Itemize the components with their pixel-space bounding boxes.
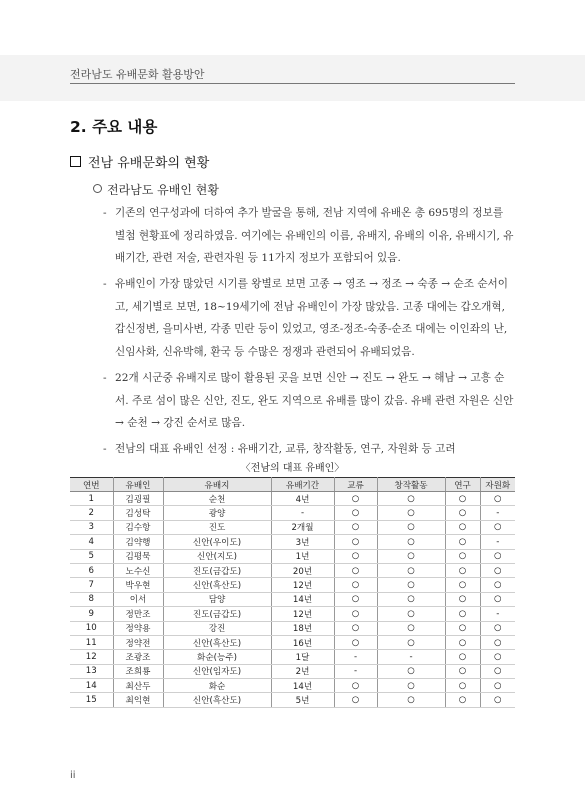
table-cell: ○ — [334, 535, 377, 549]
table-cell: 신안(임자도) — [163, 664, 271, 678]
column-header: 유배인 — [113, 478, 163, 492]
table-row — [70, 506, 515, 520]
table-cell: ○ — [334, 693, 377, 707]
column-header: 자원화 — [480, 478, 515, 492]
table-cell: - — [480, 535, 515, 549]
table-cell: 신안(지도) — [163, 549, 271, 563]
table-cell: 15 — [70, 693, 113, 707]
table-row — [70, 592, 515, 606]
table-cell: 신안(흑산도) — [163, 635, 271, 649]
bullet-item — [103, 367, 515, 435]
running-header: 전라남도 유배문화 활용방안 — [70, 68, 205, 81]
bullet-text: 22개 시군중 유배지로 많이 활용된 곳을 보면 신안 → 진도 → 완도 → 해남 → 고흥 순서. 주로 섬이 많은 신안, 진도, 완도 지역으로 유배를 많이 갔음. 유배 관련 자원은 신안 → 순천 → 강진 순서로 많음. — [115, 372, 514, 430]
table-row — [70, 563, 515, 577]
table-cell: 9 — [70, 607, 113, 621]
table-cell: ○ — [445, 592, 480, 606]
table-cell: ○ — [334, 592, 377, 606]
table-cell: 6 — [70, 563, 113, 577]
table-cell: ○ — [445, 679, 480, 693]
table-cell: ○ — [480, 650, 515, 664]
table-cell: 정약전 — [113, 635, 163, 649]
table-cell: ○ — [480, 664, 515, 678]
section-title: 2. 주요 내용 — [70, 118, 158, 136]
table-cell: 10 — [70, 621, 113, 635]
table-cell: 진도 — [163, 520, 271, 534]
table-cell: ○ — [377, 563, 445, 577]
table-cell: - — [377, 650, 445, 664]
table-cell: ○ — [480, 492, 515, 506]
bullet-item — [103, 438, 515, 461]
bullet-text: 기존의 연구성과에 더하여 추가 발굴을 통해, 전남 지역에 유배온 총 695명의 정보를 별첨 현황표에 정리하였음. 여기에는 유배인의 이름, 유배지, 유배의 이유, 유배시기, 유배기간, 관련 저술, 관련자원 등 11가지 정보가 포함되어 있음. — [115, 207, 514, 265]
table-cell: 이서 — [113, 592, 163, 606]
table-cell: ○ — [377, 607, 445, 621]
column-header: 유배기간 — [271, 478, 334, 492]
table-cell: ○ — [334, 563, 377, 577]
table-cell: 4 — [70, 535, 113, 549]
table-cell: ○ — [480, 635, 515, 649]
table-cell: ○ — [377, 578, 445, 592]
dash-bullet-icon: - — [103, 372, 107, 385]
table-row — [70, 492, 515, 506]
table-cell: 정약용 — [113, 621, 163, 635]
table-cell: ○ — [445, 535, 480, 549]
circle-bullet-icon — [93, 184, 102, 193]
table-cell: 20년 — [271, 563, 334, 577]
table-cell: 순천 — [163, 492, 271, 506]
table-row — [70, 535, 515, 549]
table-cell: 2 — [70, 506, 113, 520]
page-number: ii — [70, 770, 76, 781]
table-row — [70, 578, 515, 592]
table-cell: 강진 — [163, 621, 271, 635]
table-row — [70, 635, 515, 649]
exiles-table — [70, 477, 515, 708]
table-body — [70, 492, 515, 708]
bullet-text: 전남의 대표 유배인 선정 : 유배기간, 교류, 창작활동, 연구, 자원화 등 고려 — [115, 443, 456, 456]
table-cell: ○ — [480, 520, 515, 534]
table-cell: 김성탁 — [113, 506, 163, 520]
bullet-item — [103, 273, 515, 363]
table-cell: ○ — [377, 535, 445, 549]
table-cell: ○ — [445, 664, 480, 678]
table-cell: 14 — [70, 679, 113, 693]
table-cell: ○ — [445, 506, 480, 520]
table-cell: 2개월 — [271, 520, 334, 534]
table-cell: 진도(금갑도) — [163, 563, 271, 577]
table-cell: ○ — [334, 621, 377, 635]
square-bullet-icon — [70, 156, 81, 167]
table-cell: ○ — [377, 635, 445, 649]
table-cell: ○ — [334, 520, 377, 534]
table-cell: ○ — [480, 621, 515, 635]
table-cell: 최익현 — [113, 693, 163, 707]
table-cell: ○ — [480, 679, 515, 693]
table-cell: 김수항 — [113, 520, 163, 534]
table-cell: 노수신 — [113, 563, 163, 577]
table-cell: ○ — [445, 650, 480, 664]
table-cell: ○ — [377, 664, 445, 678]
column-header: 연구 — [445, 478, 480, 492]
table-cell: ○ — [377, 693, 445, 707]
table-cell: 조희룡 — [113, 664, 163, 678]
table-cell: - — [480, 607, 515, 621]
table-row — [70, 693, 515, 707]
table-caption: 〈전남의 대표 유배인〉 — [240, 463, 345, 474]
dash-bullet-icon: - — [103, 443, 107, 456]
table-cell: ○ — [445, 607, 480, 621]
table-row — [70, 650, 515, 664]
table-cell: ○ — [480, 549, 515, 563]
table-cell: 16년 — [271, 635, 334, 649]
table-cell: ○ — [445, 621, 480, 635]
table-cell: 8 — [70, 592, 113, 606]
column-header: 연번 — [70, 478, 113, 492]
table-cell: 5년 — [271, 693, 334, 707]
table-cell: ○ — [334, 506, 377, 520]
table-row — [70, 679, 515, 693]
table-cell: ○ — [377, 621, 445, 635]
table-cell: 7 — [70, 578, 113, 592]
table-cell: ○ — [334, 679, 377, 693]
table-cell: 12년 — [271, 578, 334, 592]
table-cell: ○ — [445, 578, 480, 592]
table-cell: 광양 — [163, 506, 271, 520]
table-cell: ○ — [377, 506, 445, 520]
table-cell: ○ — [377, 679, 445, 693]
table-cell: ○ — [480, 563, 515, 577]
table-cell: 김평묵 — [113, 549, 163, 563]
table-cell: 조광조 — [113, 650, 163, 664]
table-cell: 최산두 — [113, 679, 163, 693]
table-cell: 김굉필 — [113, 492, 163, 506]
table-cell: 14년 — [271, 592, 334, 606]
table-row — [70, 664, 515, 678]
table-cell: ○ — [334, 578, 377, 592]
table-cell: ○ — [445, 693, 480, 707]
table-cell: ○ — [445, 492, 480, 506]
table-cell: ○ — [377, 592, 445, 606]
bullet-list — [103, 202, 515, 465]
table-cell: - — [480, 506, 515, 520]
column-header: 교류 — [334, 478, 377, 492]
table-cell: ○ — [445, 635, 480, 649]
table-row — [70, 549, 515, 563]
table-cell: 화순(능주) — [163, 650, 271, 664]
table-cell: 1 — [70, 492, 113, 506]
table-cell: ○ — [334, 492, 377, 506]
table-cell: ○ — [445, 549, 480, 563]
table-cell: 12 — [70, 650, 113, 664]
table-cell: ○ — [334, 607, 377, 621]
subitem-heading — [93, 181, 219, 198]
column-header: 유배지 — [163, 478, 271, 492]
table-cell: 2년 — [271, 664, 334, 678]
table-cell: 18년 — [271, 621, 334, 635]
table-cell: 진도(금갑도) — [163, 607, 271, 621]
subsection-heading — [70, 152, 209, 171]
table-cell: 신안(흑산도) — [163, 578, 271, 592]
table-cell: 신안(흑산도) — [163, 693, 271, 707]
subsection-title: 전남 유배문화의 현황 — [88, 156, 210, 171]
column-header: 창작활동 — [377, 478, 445, 492]
bullet-text: 유배인이 가장 많았던 시기를 왕별로 보면 고종 → 영조 → 정조 → 숙종 → 순조 순서이고, 세기별로 보면, 18~19세기에 전남 유배인이 가장 많았음. 고종 대에는 갑오개혁, 갑신정변, 을미사변, 각종 민란 등이 있었고, 영조-정조-숙종-순조 대에는 이인좌의 난, 신임사화, 신유박해, 환국 등 수많은 정쟁과 관련되어 유배되었음. — [115, 278, 509, 359]
bullet-item — [103, 202, 515, 270]
table-cell: 박우현 — [113, 578, 163, 592]
table-cell: ○ — [377, 520, 445, 534]
table-cell: ○ — [445, 520, 480, 534]
table-cell: - — [334, 664, 377, 678]
table-cell: 11 — [70, 635, 113, 649]
dash-bullet-icon: - — [103, 207, 107, 219]
table-header-row — [70, 478, 515, 492]
table-row — [70, 520, 515, 534]
table-cell: 14년 — [271, 679, 334, 693]
table-cell: ○ — [334, 549, 377, 563]
table-cell: 3년 — [271, 535, 334, 549]
table-cell: 화순 — [163, 679, 271, 693]
table-cell: ○ — [377, 492, 445, 506]
table-cell: - — [271, 506, 334, 520]
table-cell: 12년 — [271, 607, 334, 621]
table-cell: 4년 — [271, 492, 334, 506]
table-cell: ○ — [480, 592, 515, 606]
table-cell: ○ — [480, 693, 515, 707]
table-cell: 신안(우이도) — [163, 535, 271, 549]
table-cell: 3 — [70, 520, 113, 534]
table-cell: - — [334, 650, 377, 664]
table-cell: 담양 — [163, 592, 271, 606]
table-cell: 13 — [70, 664, 113, 678]
table-cell: ○ — [445, 563, 480, 577]
dash-bullet-icon: - — [103, 278, 107, 291]
table-row — [70, 607, 515, 621]
header-rule — [70, 83, 515, 84]
table-cell: ○ — [334, 635, 377, 649]
table-cell: 1년 — [271, 549, 334, 563]
table-cell: 정만조 — [113, 607, 163, 621]
table-cell: ○ — [480, 578, 515, 592]
table-cell: 1달 — [271, 650, 334, 664]
subitem-title: 전라남도 유배인 현황 — [107, 183, 219, 197]
table-cell: 5 — [70, 549, 113, 563]
table-cell: 김약행 — [113, 535, 163, 549]
table-row — [70, 621, 515, 635]
table-cell: ○ — [377, 549, 445, 563]
